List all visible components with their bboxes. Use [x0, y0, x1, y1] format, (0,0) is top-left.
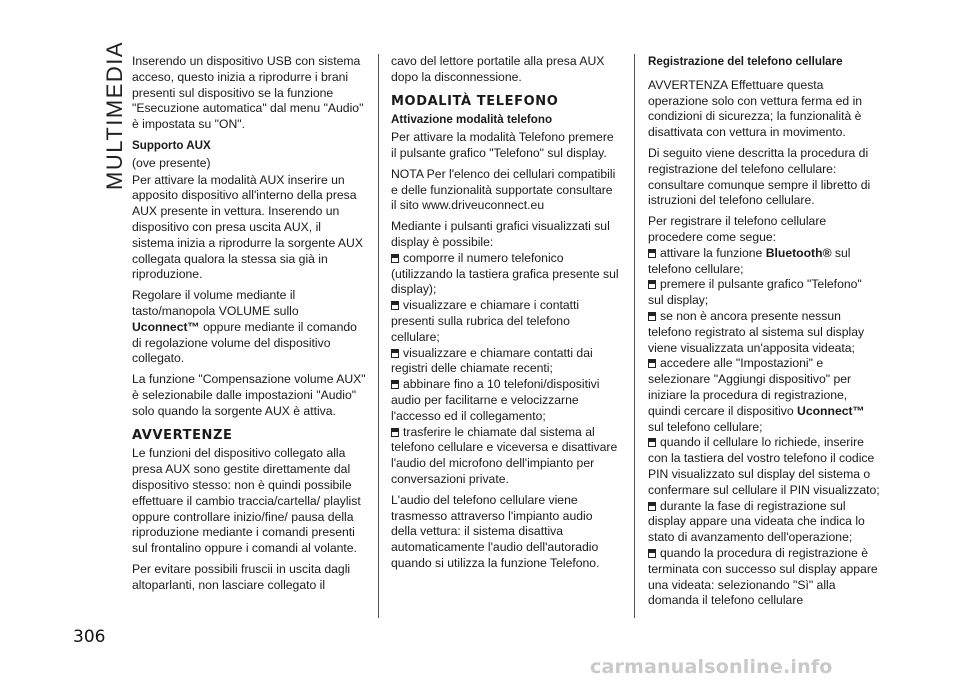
- paragraph-volume: Regolare il volume mediante il tasto/manopola VOLUME sullo Uconnect™ oppure mediante il comando di regolazione volume del dispositivo collegato.: [132, 288, 357, 366]
- heading-avvertenze: AVVERTENZE: [132, 427, 233, 443]
- heading-aux: Supporto AUX: [132, 138, 211, 152]
- bullet-icon: [391, 380, 399, 389]
- column-2: [391, 54, 621, 577]
- watermark: carmanualsonline.info: [590, 656, 833, 678]
- note: NOTA Per l'elenco dei cellulari compatibili e delle funzionalità supportate consultare il sito www.driveuconnect.eu: [391, 166, 616, 213]
- bullet-icon: [648, 312, 656, 321]
- paragraph: Per attivare la modalità Telefono premere il pulsante grafico "Telefono" sul display.: [391, 130, 614, 160]
- bullet-icon: [648, 438, 656, 447]
- aux-subtitle: (ove presente): [132, 155, 211, 170]
- list-item: abbinare fino a 10 telefoni/dispositivi audio per facilitarne e velocizzarne l'accesso ed il collegamento;: [391, 377, 600, 423]
- bullet-icon: [391, 301, 399, 310]
- page-number: 306: [73, 627, 106, 647]
- column-1: [132, 54, 366, 599]
- list-item: durante la fase di registrazione sul display appare una videata che indica lo stato di avanzamento dell'operazione;: [648, 498, 865, 545]
- list-item: trasferire le chiamate dal sistema al telefono cellulare e viceversa e disattivare l'audio del microfono dell'impianto per conversazioni private.: [391, 424, 618, 486]
- list-item: comporre il numero telefonico (utilizzando la tastiera grafica presente sul display);: [391, 250, 619, 297]
- paragraph: Per registrare il telefono cellulare procedere come segue:: [648, 214, 827, 244]
- heading-modalita-telefono: MODALITÀ TELEFONO: [391, 93, 559, 109]
- heading-registrazione: Registrazione del telefono cellulare: [648, 55, 843, 68]
- section-title: MULTIMEDIA: [102, 40, 127, 190]
- paragraph: Per evitare possibili fruscii in uscita dagli altoparlanti, non lasciare collegato il: [132, 561, 351, 592]
- bullet-icon: [391, 254, 399, 263]
- list-item: quando la procedura di registrazione è terminata con successo sul display appare una videata: selezionando "Sì" alla domanda il telefono cellulare: [648, 545, 878, 608]
- bullet-icon: [648, 359, 656, 368]
- paragraph: L'audio del telefono cellulare viene trasmesso attraverso l'impianto audio della vettura: il sistema disattiva automaticamente l'audio dell'autoradio quando si utilizza la funzione Telefono.: [391, 492, 600, 570]
- column-divider: [378, 54, 379, 618]
- column-3: [648, 54, 880, 609]
- list-item: quando il cellulare lo richiede, inserire con la tastiera del vostro telefono il codice PIN visualizzato sul display del sistema o confermare sul cellulare il PIN visualizzato;: [648, 435, 880, 497]
- paragraph: Mediante i pulsanti grafici visualizzati sul display è possibile:: [391, 219, 610, 249]
- bullet-icon: [648, 249, 656, 258]
- paragraph: Di seguito viene descritta la procedura di registrazione del telefono cellulare: consultare comunque sempre il libretto di istruzioni del telefono cellulare.: [648, 145, 871, 208]
- paragraph: Per attivare la modalità AUX inserire un apposito dispositivo all'interno della presa AUX presente in vettura. Inserendo un dispositivo con presa uscita AUX, il sistema inizia a riprodurre la sorgente AUX collegata qualora la stessa sia già in riproduzione.: [132, 172, 363, 282]
- paragraph: Inserendo un dispositivo USB con sistema acceso, questo inizia a riprodurre i brani presenti sul dispositivo se la funzione "Esecuzione automatica" dal menu "Audio" è impostata su "ON".: [132, 54, 364, 132]
- warning: AVVERTENZA Effettuare questa operazione solo con vettura ferma ed in condizioni di sicurezza; la funzionalità è disattivata con vettura in movimento.: [648, 77, 863, 140]
- list-item: premere il pulsante grafico "Telefono" sul display;: [648, 277, 862, 308]
- bullet-icon: [391, 428, 399, 437]
- bullet-icon: [648, 549, 656, 558]
- list-item: attivare la funzione Bluetooth® sul telefono cellulare;: [648, 245, 851, 276]
- heading-attivazione: Attivazione modalità telefono: [391, 113, 553, 127]
- paragraph: Le funzioni del dispositivo collegato alla presa AUX sono gestite direttamente dal dispositivo stesso: non è quindi possibile effettuare il cambio traccia/cartella/ playlist oppure controllare inizio/fine/ pausa della riproduzione mediante i comandi presenti sul frontalino oppure i comandi al volante.: [132, 446, 361, 556]
- paragraph: La funzione "Compensazione volume AUX" è selezionabile dalle impostazioni "Audio" solo quando la sorgente AUX è attiva.: [132, 372, 366, 418]
- list-item: se non è ancora presente nessun telefono registrato al sistema sul display viene visualizzata un'apposita videata;: [648, 308, 865, 355]
- bullet-icon: [391, 349, 399, 358]
- list-item: visualizzare e chiamare i contatti presenti sulla rubrica del telefono cellulare;: [391, 298, 580, 344]
- bullet-icon: [648, 280, 656, 289]
- bullet-icon: [648, 502, 656, 511]
- list-item: visualizzare e chiamare contatti dai registri delle chiamate recenti;: [391, 345, 593, 376]
- column-divider: [634, 54, 635, 618]
- paragraph: cavo del lettore portatile alla presa AUX dopo la disconnessione.: [391, 54, 605, 84]
- list-item: accedere alle "Impostazioni" e selezionare "Aggiungi dispositivo" per iniziare la procedura di registrazione, quindi cercare il dispositivo Uconnect™ sul telefono cellulare;: [648, 356, 865, 434]
